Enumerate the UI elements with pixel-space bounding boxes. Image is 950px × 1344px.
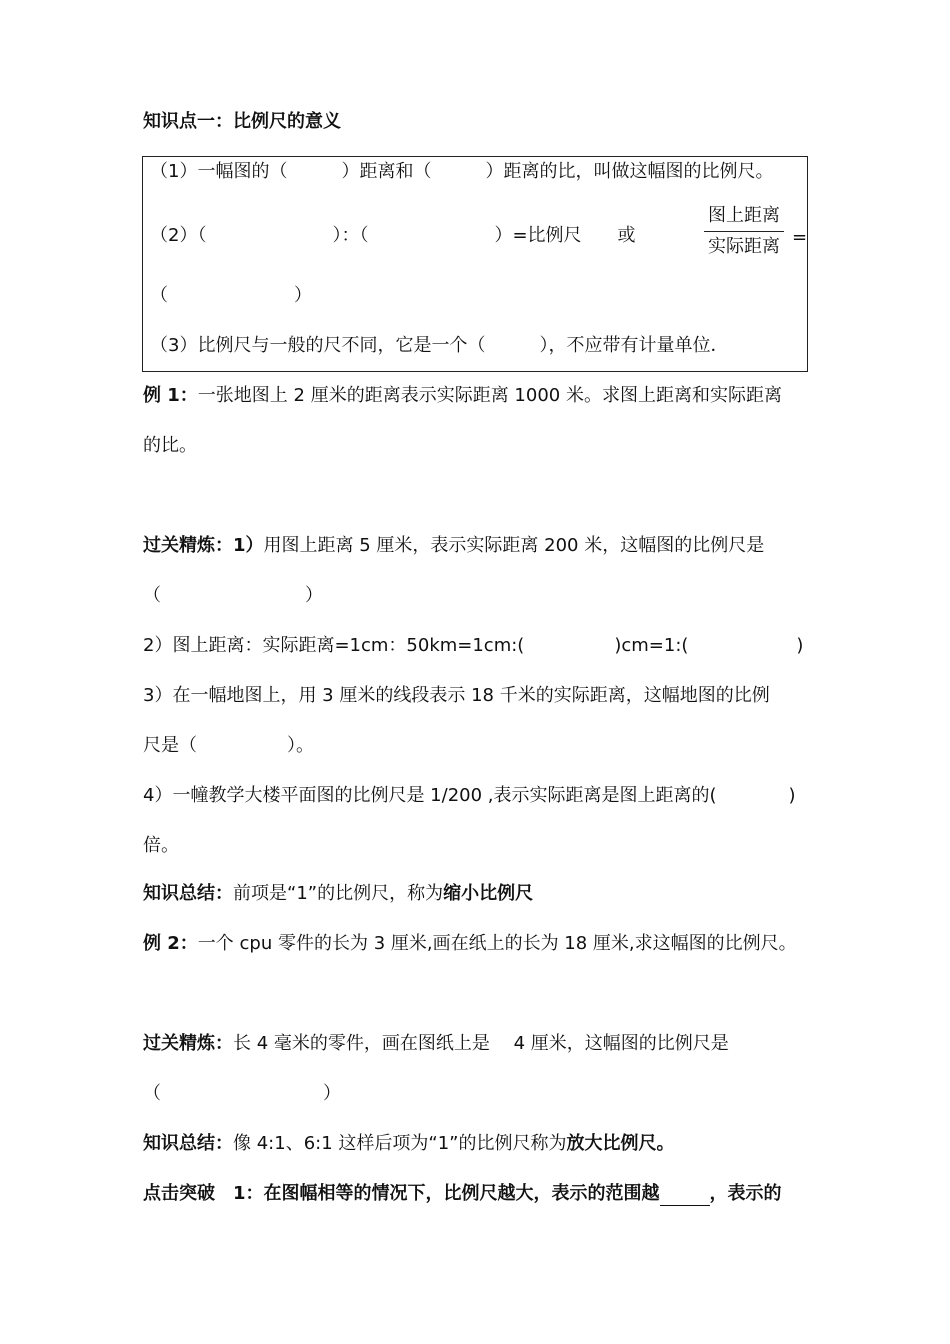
- example-1-text-cont: 的比。: [143, 435, 197, 456]
- practice-2-text: 长 4 毫米的零件，画在图纸上是 4 厘米，这幅图的比例尺是: [233, 1033, 729, 1054]
- definition-line-3: （3）比例尺与一般的尺不同，它是一个（ ），不应带有计量单位．: [150, 335, 729, 356]
- example-1-text: 一张地图上 2 厘米的距离表示实际距离 1000 米。求图上距离和实际距离: [197, 385, 782, 406]
- example-1: [143, 384, 782, 408]
- practice-2-label: 过关精炼：: [143, 1033, 233, 1054]
- equals-sign: =: [792, 227, 808, 248]
- definition-line-1: （1）一幅图的（ ）距离和（ ）距离的比，叫做这幅图的比例尺。: [150, 161, 774, 182]
- summary-2-term: 放大比例尺。: [566, 1133, 675, 1154]
- breakthrough-text: 点击突破 1：在图幅相等的情况下，比例尺越大，表示的范围越: [143, 1183, 660, 1204]
- practice-1-q3: 3）在一幅地图上，用 3 厘米的线段表示 18 千米的实际距离，这幅地图的比例: [143, 685, 770, 706]
- summary-1-text: 前项是“1”的比例尺，称为: [233, 883, 444, 904]
- summary-2-label: 知识总结：: [143, 1133, 233, 1154]
- example-1-label: 例 1：: [143, 385, 198, 406]
- fraction-numerator: 图上距离: [708, 205, 780, 226]
- summary-1-label: 知识总结：: [143, 883, 233, 904]
- summary-2: [143, 1132, 674, 1156]
- scale-formula-fraction: [704, 204, 784, 259]
- breakthrough-text-tail: ，表示的: [709, 1183, 782, 1204]
- fraction-denominator: 实际距离: [708, 236, 780, 257]
- practice-1: [143, 534, 764, 558]
- summary-1: [143, 882, 533, 906]
- breakthrough-line: [143, 1182, 782, 1206]
- answer-blank: [660, 1187, 710, 1206]
- practice-1-q1-blank: （ ）: [143, 585, 323, 606]
- summary-2-text: 像 4:1、6:1 这样后项为“1”的比例尺称为: [233, 1133, 567, 1154]
- definition-line-2: （2）（ ）：（ ）=比例尺 或: [150, 225, 636, 246]
- example-2-text: 一个 cpu 零件的长为 3 厘米,画在纸上的长为 18 厘米,求这幅图的比例尺。: [197, 933, 797, 954]
- fraction-bar: [704, 231, 784, 232]
- summary-1-term: 缩小比例尺: [443, 883, 534, 904]
- definition-line-2-blank: （ ）: [150, 285, 312, 306]
- example-2: [143, 932, 797, 956]
- practice-1-label: 过关精炼：1）: [143, 535, 264, 556]
- practice-1-q4-cont: 倍。: [143, 835, 179, 856]
- practice-1-q4: 4）一幢教学大楼平面图的比例尺是 1/200 ,表示实际距离是图上距离的( ): [143, 785, 796, 806]
- example-2-label: 例 2：: [143, 933, 198, 954]
- practice-1-q1: 用图上距离 5 厘米，表示实际距离 200 米，这幅图的比例尺是: [263, 535, 765, 556]
- practice-2: [143, 1032, 729, 1056]
- practice-2-blank: （ ）: [143, 1083, 341, 1104]
- section-heading: 知识点一：比例尺的意义: [143, 111, 341, 132]
- practice-1-q3-cont: 尺是（ ）。: [143, 735, 314, 756]
- practice-1-q2: 2）图上距离：实际距离=1cm：50km=1cm:( )cm=1:( ): [143, 635, 804, 656]
